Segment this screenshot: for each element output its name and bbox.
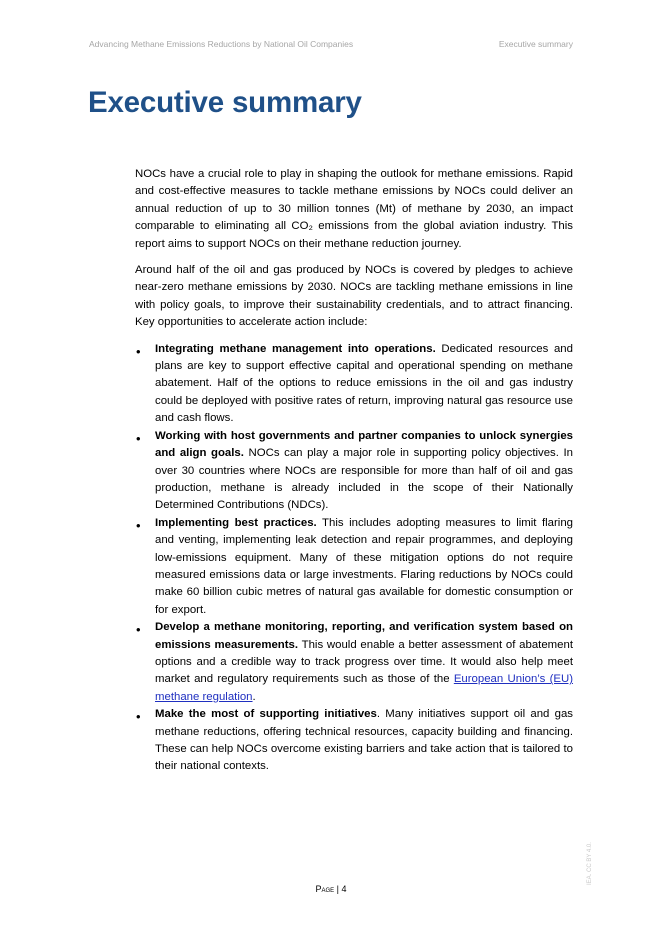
bullet-icon: • <box>136 622 141 638</box>
list-item-heading: Implementing best practices. <box>155 516 317 529</box>
list-item-heading: Develop a methane monitoring, reporting, and verification system based on emissions measurements. <box>155 621 573 651</box>
document-body <box>135 166 573 776</box>
list-item <box>135 341 573 428</box>
list-item-text: Dedicated resources and plans are key to support effective capital and operational spending on methane abatement. Half of the options to reduce emissions in the oil and gas industry could be deployed with positive rates of return, improving natural gas resource use and cash flows. <box>155 342 573 425</box>
list-item-text: This would enable a better assessment of abatement options and a credible way to track progress over time. It would also help meet market and regulatory requirements such as those of the <box>155 638 574 686</box>
list-item-heading: Working with host governments and partner companies to unlock synergies and align goals. <box>155 429 573 460</box>
list-item <box>135 515 573 619</box>
eu-methane-regulation-link[interactable]: European Union’s (EU) methane regulation <box>155 673 573 703</box>
page-title: Executive summary <box>88 86 362 119</box>
list-item <box>135 619 573 706</box>
page-label: Page <box>315 884 335 894</box>
license-watermark: IEA. CC BY 4.0. <box>587 842 593 885</box>
list-item-heading: Integrating methane management into operations. <box>155 342 436 355</box>
intro-paragraph-1: NOCs have a crucial role to play in shaping the outlook for methane emissions. Rapid and cost-effective measures to tackle methane emissions by NOCs could deliver an annual reduction of up to 30 million tonnes (Mt) of methane by 2030, an impact comparable to eliminating all CO₂ emissions from the global aviation industry. This report aims to support NOCs on their methane reduction journey. <box>135 168 573 250</box>
list-item-text: . Many initiatives support oil and gas methane reductions, offering technical resources, capacity building and financing. These can help NOCs overcome existing barriers and take action that is tailored to their national contexts. <box>155 708 573 773</box>
list-item-text-end: . <box>252 690 256 703</box>
page-number: 4 <box>341 884 347 894</box>
key-opportunities-list <box>135 341 573 776</box>
list-item-text: NOCs can play a major role in supporting policy objectives. In over 30 countries where NOCs are responsible for more than half of oil and gas production, methane is already included in the scope of their Nationally Determined Contributions (NDCs). <box>155 447 574 512</box>
bullet-icon: • <box>136 343 141 359</box>
list-item-text: This includes adopting measures to limit flaring and venting, implementing leak detection and repair programmes, and deploying low-emissions equipment. Many of these mitigation options do not require measured emissions data or large investments. Flaring reductions by NOCs could make 60 billion cubic metres of natural gas available for domestic consumption or for export. <box>155 516 574 616</box>
list-item <box>135 428 573 515</box>
list-item-heading: Make the most of supporting initiatives <box>155 708 377 721</box>
intro-paragraph-2: Around half of the oil and gas produced by NOCs is covered by pledges to achieve near-zero methane emissions by 2030. NOCs are tackling methane emissions in line with policy goals, to improve their sustainability credentials, and to attract financing. Key opportunities to accelerate action include: <box>135 264 573 329</box>
page-separator: | <box>334 884 342 894</box>
bullet-icon: • <box>136 517 141 533</box>
bullet-icon: • <box>136 430 141 446</box>
running-header-section: Executive summary <box>498 39 573 49</box>
bullet-icon: • <box>136 709 141 725</box>
list-item <box>135 706 573 776</box>
running-header-title: Advancing Methane Emissions Reductions by National Oil Companies <box>89 39 354 49</box>
page-footer <box>0 884 662 894</box>
